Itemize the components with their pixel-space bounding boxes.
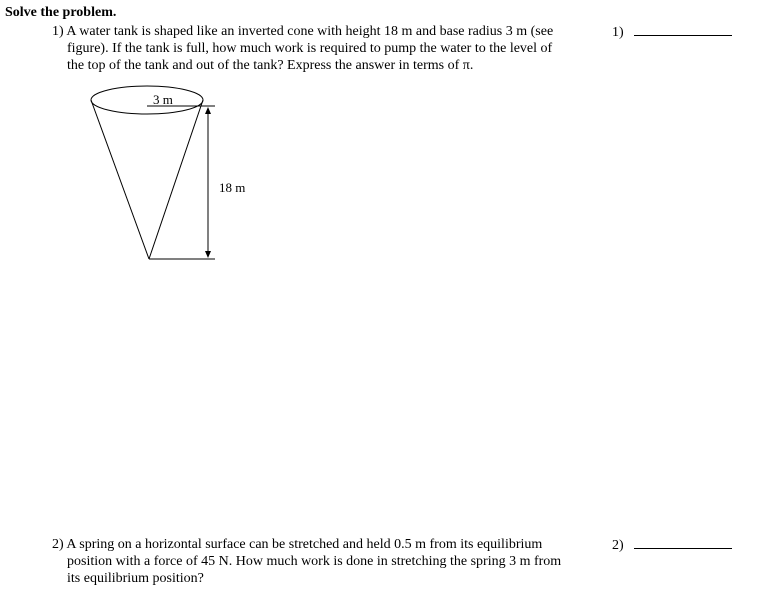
answer-2 <box>612 536 732 554</box>
question-1-line-3: the top of the tank and out of the tank? Express the answer in terms of π. <box>67 58 474 73</box>
section-heading: Solve the problem. <box>5 5 117 20</box>
question-2-line-3: its equilibrium position? <box>67 571 204 586</box>
question-1 <box>52 23 600 74</box>
cone-diagram <box>85 82 265 267</box>
cone-top-ellipse <box>91 86 203 114</box>
answer-1-blank[interactable] <box>634 23 732 36</box>
answer-1 <box>612 23 732 41</box>
question-1-line-1: 1) A water tank is shaped like an inverted cone with height 18 m and base radius 3 m (see <box>52 24 554 39</box>
height-label: 18 m <box>219 180 246 195</box>
height-arrow-bottom <box>205 251 211 258</box>
answer-2-label: 2) <box>612 538 624 553</box>
cone-right-side <box>149 100 203 259</box>
answer-1-label: 1) <box>612 25 624 40</box>
radius-label: 3 m <box>153 92 173 107</box>
answer-2-blank[interactable] <box>634 536 732 549</box>
question-2-number: 2) <box>52 537 64 552</box>
question-2 <box>52 536 600 587</box>
question-2-line-2: position with a force of 45 N. How much work is done in stretching the spring 3 m from <box>67 554 562 569</box>
question-1-line-2: figure). If the tank is full, how much work is required to pump the water to the level of <box>67 41 553 56</box>
cone-figure <box>85 82 265 267</box>
height-arrow-top <box>205 107 211 114</box>
question-1-number: 1) <box>52 24 64 39</box>
cone-left-side <box>91 100 149 259</box>
question-2-line-1: 2) A spring on a horizontal surface can be stretched and held 0.5 m from its equilibrium <box>52 537 543 552</box>
